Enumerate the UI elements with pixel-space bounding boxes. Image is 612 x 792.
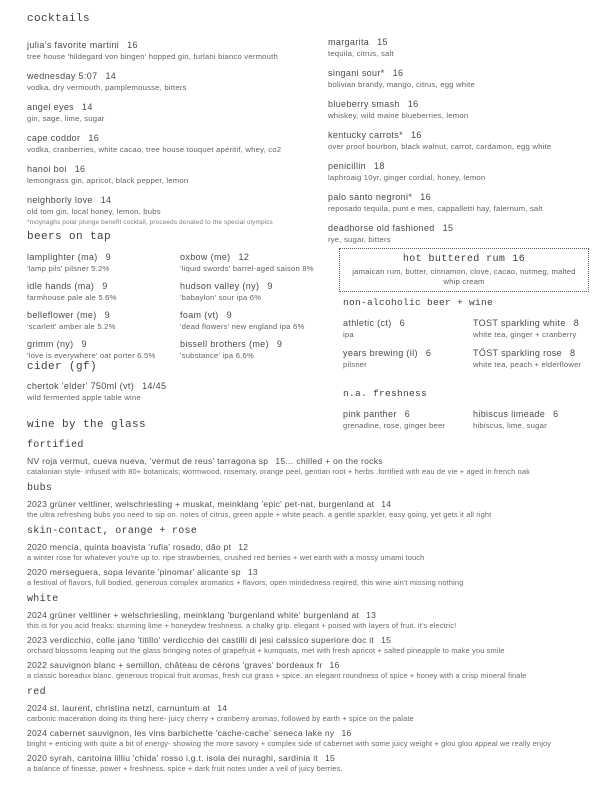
item-name-line [27, 252, 180, 263]
beer-item [27, 281, 180, 303]
item-desc: lemongrass gin, apricot, black pepper, lemon [27, 176, 189, 185]
item-name: athletic (ct) [343, 318, 392, 328]
cocktails-section-right [328, 37, 604, 254]
item-name-line [180, 252, 327, 263]
item-name-line [27, 635, 599, 646]
cider-heading: cider (gf) [27, 361, 98, 373]
item-desc: 'substance' ipa 6.6% [180, 351, 255, 360]
item-desc: vodka, cranberries, white cacao, tree house touquet apéritif, whey, co2 [27, 145, 282, 154]
featured-price: 16 [512, 254, 526, 265]
item-name-line [328, 223, 604, 234]
item-name: 2020 syrah, cantoina lilliu 'chida' rosso i.g.t. isola dei nuraghi, sardinia it [27, 753, 319, 763]
wine-item [27, 703, 599, 724]
item-price: 16 [74, 164, 86, 174]
item-price: 8 [570, 348, 576, 358]
cocktails-heading: cocktails [27, 13, 91, 25]
item-name: 2023 verdicchio, colle jano 'titillo' verdicchio dei castilli di jesi calssico superiore doc it [27, 635, 375, 645]
cocktail-item [328, 37, 604, 59]
item-name: grimm (ny) [27, 339, 74, 349]
item-desc: this is for you acid freaks: stunning lime + honeydew freshness. a chalky grip. elegant + poised with layers of fruit. it's electric! [27, 621, 457, 630]
item-name: margarita [328, 37, 370, 47]
item-desc: farmhouse pale ale 5.6% [27, 293, 117, 302]
item-name-line [328, 99, 604, 110]
item-name-line [343, 318, 473, 329]
wine-item [27, 542, 599, 563]
item-desc: whiskey, wild maine blueberries, lemon [328, 111, 469, 120]
item-name-line [328, 68, 604, 79]
item-name: neighborly love [27, 195, 93, 205]
item-price: 14 [82, 102, 93, 112]
item-desc: reposado tequila, punt e mes, cappalletti hay, falernum, salt [328, 204, 543, 213]
item-name: belleflower (me) [27, 310, 97, 320]
cocktail-item [328, 68, 604, 90]
na-item [343, 348, 473, 370]
item-price: 15 [442, 223, 454, 233]
item-name-line [328, 130, 604, 141]
item-price: 16 [410, 130, 422, 140]
cocktail-item [328, 99, 604, 121]
item-name-line [328, 192, 604, 203]
item-name: kentucky carrots* [328, 130, 403, 140]
item-name: chertok 'elder' 750ml (vt) [27, 381, 135, 391]
item-desc: gin, sage, lime, sugar [27, 114, 105, 123]
beer-item [27, 252, 180, 274]
item-serving-note: chilled + on the rocks [296, 456, 383, 466]
item-name: julia's favorite martini [27, 40, 120, 50]
item-name: pink panther [343, 409, 397, 419]
wine-heading: wine by the glass [27, 419, 147, 431]
item-desc: 'liquid swords' barrel-aged saison 8% [180, 264, 314, 273]
item-desc: 'love is everywhere' oat porter 6.5% [27, 351, 156, 360]
item-price: 15 [377, 37, 388, 47]
item-name: TÖST sparkling rose [473, 348, 563, 358]
item-price: 15... [275, 456, 294, 466]
item-desc: vodka, dry vermouth, pamplemousse, bitters [27, 83, 187, 92]
item-desc: bright + enticing with quite a bit of energy- showing the more savory + complex side of cabernet with some juicy weight + glou glou appeal we really enjoy [27, 739, 552, 748]
cocktail-item [328, 223, 604, 245]
featured-name: hot buttered rum [402, 254, 506, 265]
item-name: penicillin [328, 161, 367, 171]
item-name: cape coddor [27, 133, 81, 143]
wine-subheading-skin-contact: skin-contact, orange + rose [27, 526, 198, 537]
item-desc: ipa [343, 330, 354, 339]
wine-item [27, 499, 599, 520]
item-desc: 'lamp pils' pilsner 5.2% [27, 264, 110, 273]
item-desc: old tom gin, local honey, lemon, bubs [27, 207, 161, 216]
beer-item [180, 339, 327, 361]
cocktail-item [27, 102, 327, 124]
item-desc: 'babaylon' sour ipa 6% [180, 293, 262, 302]
item-price: 15 [325, 753, 336, 763]
item-name-line [180, 310, 327, 321]
item-name-line [27, 753, 599, 764]
item-name: NV roja vermut, cueva nueva, 'vermut de reus' tarragona sp [27, 456, 269, 466]
wine-item [27, 635, 599, 656]
item-price: 9 [81, 339, 87, 349]
cocktail-item [27, 71, 327, 93]
item-name-line [180, 339, 327, 350]
featured-cocktail-box [339, 248, 589, 292]
cider-section [27, 361, 327, 412]
wine-item [27, 567, 599, 588]
item-name-line [27, 281, 180, 292]
item-name-line [27, 195, 327, 206]
item-desc: catalonian style- infused with 80+ botanicals; wormwood, rosemary, orange peel, gentian root + herbs .fortified with eau de vie + aged in french oak [27, 467, 530, 476]
item-price: 6 [404, 409, 411, 419]
item-desc: a classic boreadux blanc. generous tropical fruit aromas, fresh cut grass + spice. an elegant roundness of spice + honey with a crisp mineral finale [27, 671, 527, 680]
item-footnote: *moynaghs polar plunge benefit cocktail, proceeds donated to the special olympics [27, 219, 273, 226]
item-name-line [27, 310, 180, 321]
item-price: 16 [407, 99, 419, 109]
cocktail-item [27, 40, 327, 62]
item-name-line [328, 37, 604, 48]
item-name: lamplighter (ma) [27, 252, 98, 262]
item-name-line [27, 456, 599, 467]
item-name-line [473, 348, 599, 359]
item-name: palo santo negroni* [328, 192, 413, 202]
item-price: 16 [127, 40, 138, 50]
cocktail-item [328, 192, 604, 214]
item-name-line [27, 133, 327, 144]
item-price: 9 [102, 281, 108, 291]
item-name-line [27, 102, 327, 113]
na-beer-wine-heading: non-alcoholic beer + wine [343, 297, 494, 308]
wine-item [27, 728, 599, 749]
item-price: 12 [238, 542, 249, 552]
wine-subheading-white: white [27, 594, 59, 605]
item-desc: 'dead flowers' new england ipa 6% [180, 322, 305, 331]
wine-subheading-bubs: bubs [27, 483, 53, 494]
item-desc: a winter rose for whatever you're up to. ripe strawberries, crushed red berries + wet earth with a mossy umami touch [27, 553, 425, 562]
item-name: angel eyes [27, 102, 75, 112]
item-name: 2022 sauvignon blanc + semillon, château de cérons 'graves' bordeaux fr [27, 660, 323, 670]
item-desc: laphroaig 10yr, ginger cordial, honey, lemon [328, 173, 486, 182]
item-price: 18 [374, 161, 385, 171]
beers-on-tap-section [27, 231, 327, 368]
item-name-line [27, 542, 599, 553]
item-name-line [27, 71, 327, 82]
item-name-line [27, 610, 599, 621]
wine-item [27, 753, 599, 774]
item-price: 14/45 [142, 381, 167, 391]
item-price: 13 [247, 567, 258, 577]
cocktail-item [27, 164, 327, 186]
na-freshness-heading: n.a. freshness [343, 388, 428, 399]
item-price: 6 [553, 409, 559, 419]
wine-by-the-glass-section [27, 419, 599, 778]
item-price: 16 [88, 133, 100, 143]
beer-item [27, 310, 180, 332]
item-desc: white tea, ginger + cranberry [473, 330, 577, 339]
item-desc: pilsner [343, 360, 368, 369]
item-price: 9 [276, 339, 283, 349]
item-name: oxbow (me) [180, 252, 231, 262]
item-name: years brewing (il) [343, 348, 418, 358]
item-name-line [27, 728, 599, 739]
item-price: 16 [341, 728, 352, 738]
wine-subheading-fortified: fortified [27, 440, 84, 451]
wine-item [27, 610, 599, 631]
item-price: 14 [217, 703, 228, 713]
cocktail-item [27, 195, 327, 227]
featured-name-line [346, 253, 582, 266]
item-name-line [180, 281, 327, 292]
beer-item [180, 310, 327, 332]
item-price: 14 [105, 71, 117, 81]
item-desc: hibiscus, lime, sugar [473, 421, 547, 430]
cocktail-item [328, 130, 604, 152]
item-price: 13 [366, 610, 377, 620]
item-name-line [27, 567, 599, 578]
non-alcoholic-section [343, 297, 599, 439]
item-name: hibiscus limeade [473, 409, 546, 419]
featured-desc: jamaican rum, butter, cinnamon, clove, cacao, nutmeg, malted whip cream [352, 267, 576, 286]
item-desc: rye, sugar, bitters [328, 235, 391, 244]
wine-subheading-red: red [27, 687, 46, 698]
item-name: idle hands (ma) [27, 281, 95, 291]
wine-item [27, 456, 599, 477]
beer-item [27, 339, 180, 361]
item-name-line [473, 318, 599, 329]
item-name-line [343, 348, 473, 359]
item-name: hanoi boi [27, 164, 67, 174]
item-price: 14 [381, 499, 392, 509]
item-name: wednesday 5:07 [27, 71, 98, 81]
item-desc: wild fermented apple table wine [27, 393, 141, 402]
item-price: 16 [329, 660, 340, 670]
item-name-line [27, 660, 599, 671]
item-desc: the ultra refreshing bubs you need to sip on. notes of citrus, green apple + white peach. a gentle sparkler, easy going, yet gets it all right [27, 510, 492, 519]
item-price: 14 [100, 195, 112, 205]
item-price: 16 [420, 192, 431, 202]
item-name-line [27, 339, 180, 350]
item-desc: white tea, peach + elderflower [473, 360, 582, 369]
item-desc: tequila, citrus, salt [328, 49, 394, 58]
item-name: TOST sparkling white [473, 318, 566, 328]
item-desc: 'scarlett' amber ale 5.2% [27, 322, 116, 331]
item-desc: grenadine, rose, ginger beer [343, 421, 446, 430]
item-name: 2020 merseguera, sopa levante 'pinomar' alicante sp [27, 567, 241, 577]
beers-heading: beers on tap [27, 231, 112, 243]
item-name: hudson valley (ny) [180, 281, 260, 291]
item-name: 2024 grüner veltliner + welschriesling, meinklang 'burgenland white' burgenland at [27, 610, 360, 620]
item-price: 9 [226, 310, 233, 320]
item-name-line [27, 164, 327, 175]
item-price: 8 [573, 318, 580, 328]
item-desc: carbonic maceration doing its thing here- juicy cherry + cranberry aromas, followed by earth + spice on the palate [27, 714, 414, 723]
item-name: blueberry smash [328, 99, 400, 109]
item-price: 6 [399, 318, 405, 328]
item-price: 9 [104, 310, 110, 320]
beer-item [180, 281, 327, 303]
item-name: deadhorse old fashioned [328, 223, 435, 233]
item-name-line [27, 381, 327, 392]
na-item [343, 318, 473, 340]
beer-item [180, 252, 327, 274]
item-price: 6 [425, 348, 432, 358]
item-name-line [27, 40, 327, 51]
item-name: foam (vt) [180, 310, 219, 320]
item-name: 2023 grüner veltliner, welschriesling + muskat, meinklang 'epic' pet-nat, burgenland at [27, 499, 375, 509]
item-name-line [27, 499, 599, 510]
na-item [473, 348, 599, 370]
item-price: 16 [392, 68, 404, 78]
item-name-line [328, 161, 604, 172]
na-item [473, 318, 599, 340]
item-desc: over proof bourbon, black walnut, carrot, cardamon, egg white [328, 142, 552, 151]
cocktails-section-left [27, 13, 327, 236]
item-desc: bolivian brandy, mango, citrus, egg white [328, 80, 475, 89]
item-price: 15 [381, 635, 392, 645]
item-desc: a festival of flavors, full bodied, generous complex aromatics + flavors, open mindedness reqired, this wine ain't missing nothing [27, 578, 464, 587]
item-name: singani sour* [328, 68, 385, 78]
item-desc: orchard blossoms leaping out the glass bringing notes of grapefruit + kumquats, met with fresh apricot + salted pineapple to make you smile [27, 646, 505, 655]
cider-item [27, 381, 327, 403]
item-price: 9 [105, 252, 111, 262]
item-desc: tree house 'hildegard von bingen' hopped gin, furlani bianco vermouth [27, 52, 278, 61]
cocktail-item [328, 161, 604, 183]
cocktail-item [27, 133, 327, 155]
item-name: 2020 mencia, quinta boavista 'rufia' rosado, dão pt [27, 542, 232, 552]
item-name-line [27, 703, 599, 714]
item-price: 9 [267, 281, 273, 291]
beers-columns [27, 252, 327, 368]
item-name: bissell brothers (me) [180, 339, 269, 349]
item-name: 2024 cabernet sauvignon, les vins barbichette 'cache-cache' seneca lake ny [27, 728, 335, 738]
na-columns [343, 318, 599, 378]
wine-item [27, 660, 599, 681]
item-price: 12 [238, 252, 250, 262]
item-name: 2024 st. laurent, christina netzl, carnuntum at [27, 703, 211, 713]
item-desc: a balance of finesse, power + freshness. spice + dark fruit notes under a veil of juicy berries. [27, 764, 343, 773]
